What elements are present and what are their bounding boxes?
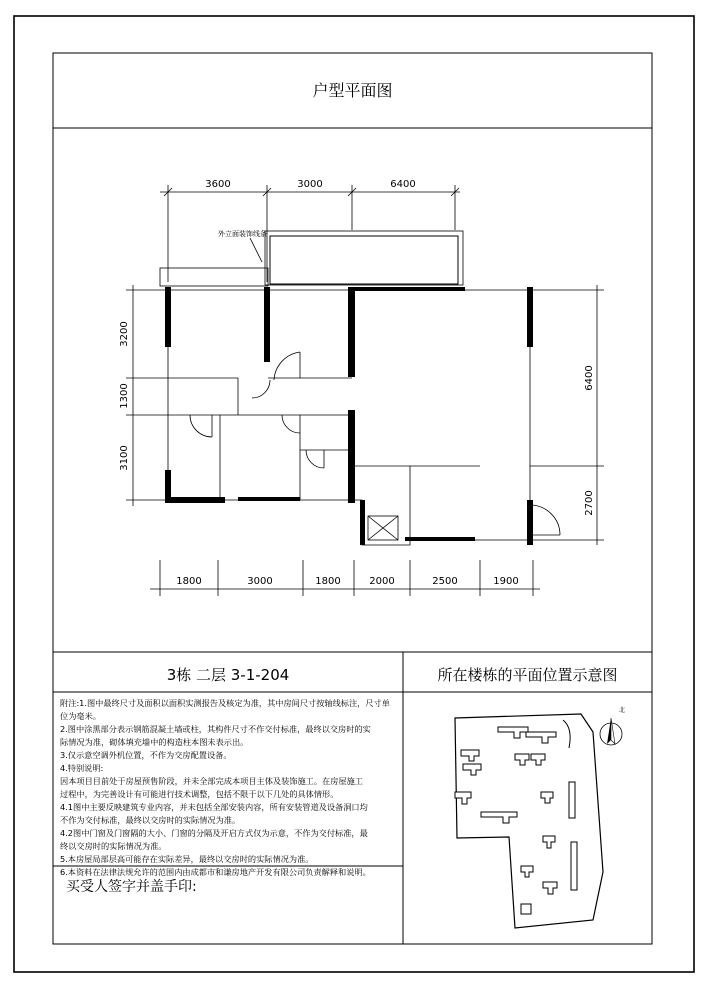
dim-right-0: 6400 [584,365,595,391]
note-line: 5.本房屋局部层高可能存在实际差异，最终以交房时的实际情况为准。 [60,854,314,864]
dim-bottom-0: 1800 [176,576,202,587]
notes-block [60,697,390,879]
note-line: 终以交房时的实际情况为准。 [60,841,167,851]
note-line: 附注:1.图中最终尺寸及面积以面积实测报告及核定为准，其中房间尺寸按轴线标注，尺寸单 [60,698,390,708]
note-line: 4.1图中主要反映建筑专业内容，并未包括全部安装内容，所有安装管道及设备洞口均 [60,802,368,812]
note-line: 过程中，为完善设计有可能进行技术调整，包括不限于以下几处的具体情形。 [60,789,339,799]
dim-left-0: 3200 [119,321,130,347]
note-line: 际情况为准，砌体填充墙中的构造柱本图未表示出。 [60,737,249,747]
dim-bottom-1: 3000 [247,576,273,587]
note-line: 因本项目目前处于房屋预售阶段，并未全部完成本项目主体及装饰施工。在房屋施工 [60,776,363,786]
note-line: 4.特别说明: [60,763,104,773]
dim-top-0: 3600 [205,179,231,190]
dim-bottom-4: 2500 [432,576,458,587]
unit-label: 3栋 二层 3-1-204 [166,666,290,684]
site-boundary [455,714,603,928]
facade-annotation: 外立面装饰线条 [218,230,267,238]
dim-bottom-5: 1900 [493,576,519,587]
note-line: 2.图中涂黑部分表示钢筋混凝土墙或柱，其构件尺寸不作交付标准，最终以交房时的实 [60,724,371,734]
dim-top-2: 6400 [390,179,416,190]
note-line: 不作为交付标准，最终以交房时的实际情况为准。 [60,815,241,825]
site-plan [403,692,652,944]
note-line: 4.2图中门窗及门窗隔的大小、门窗的分隔及开启方式仅为示意，不作为交付标准，最 [60,828,368,838]
note-line: 3.仅示意空调外机位置，不作为交房配置设备。 [60,750,232,760]
site-plan-title: 所在楼栋的平面位置示意图 [437,666,618,684]
dim-left-1: 1300 [119,383,130,409]
dim-bottom-3: 2000 [369,576,395,587]
dim-bottom-2: 1800 [315,576,341,587]
north-label: 北 [619,707,626,714]
dim-right-1: 2700 [584,490,595,516]
signature-label: 买受人签字并盖手印: [66,879,197,895]
drawing-title: 户型平面图 [312,81,393,100]
note-line: 位为毫米。 [60,711,101,721]
note-line: 6.本资料在法律法规允许的范围内由成都市和谦房地产开发有限公司负责解释和说明。 [60,867,371,877]
north-arrow [600,706,625,745]
dim-top-1: 3000 [297,179,323,190]
dim-left-2: 3100 [119,445,130,471]
